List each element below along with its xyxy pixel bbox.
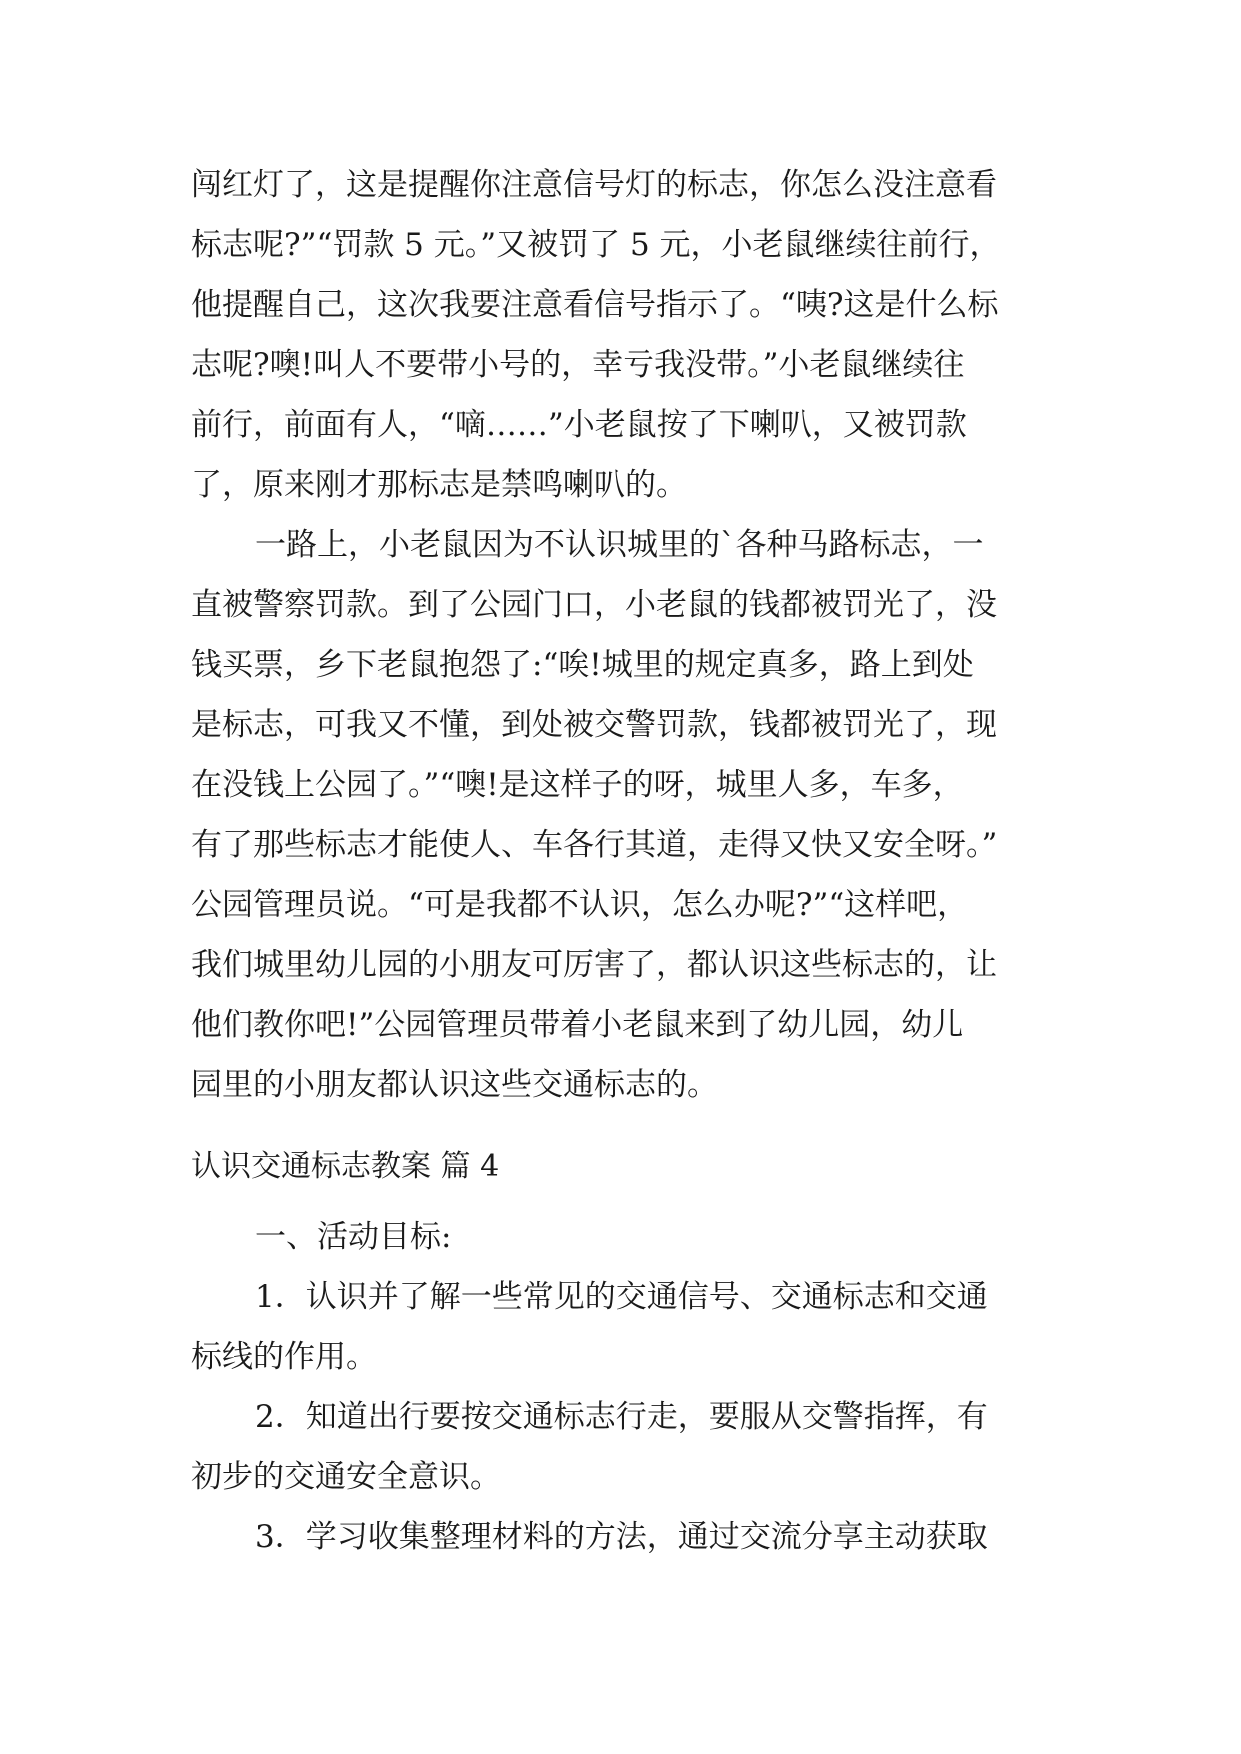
- text-line: 公园管理员说。“可是我都不认识，怎么办呢?”“这样吧，: [191, 887, 969, 923]
- text-line: 3．学习收集整理材料的方法，通过交流分享主动获取: [255, 1519, 988, 1555]
- text-line: 志呢?噢!叫人不要带小号的，幸亏我没带。”小老鼠继续往: [191, 347, 965, 383]
- text-line: 前行，前面有人，“嘀……”小老鼠按了下喇叭，又被罚款: [191, 407, 967, 443]
- text-line: 他们教你吧!”公园管理员带着小老鼠来到了幼儿园，幼儿: [191, 1007, 964, 1043]
- text-line: 园里的小朋友都认识这些交通标志的。: [191, 1067, 718, 1103]
- text-line: 是标志，可我又不懂，到处被交警罚款，钱都被罚光了，现: [191, 707, 997, 743]
- text-line: 了，原来刚才那标志是禁鸣喇叭的。: [191, 467, 687, 503]
- text-line: 初步的交通安全意识。: [191, 1459, 501, 1495]
- text-line: 标志呢?”“罚款 5 元。”又被罚了 5 元，小老鼠继续往前行，: [191, 227, 1001, 263]
- text-line: 直被警察罚款。到了公园门口，小老鼠的钱都被罚光了，没: [191, 587, 997, 623]
- section-heading: 认识交通标志教案 篇 4: [191, 1149, 500, 1184]
- text-line: 1．认识并了解一些常见的交通信号、交通标志和交通: [255, 1279, 988, 1315]
- text-line: 有了那些标志才能使人、车各行其道，走得又快又安全呀。”: [191, 827, 998, 863]
- text-line: 闯红灯了，这是提醒你注意信号灯的标志，你怎么没注意看: [191, 167, 997, 203]
- text-line: 2．知道出行要按交通标志行走，要服从交警指挥，有: [255, 1399, 988, 1435]
- text-line: 我们城里幼儿园的小朋友可厉害了，都认识这些标志的，让: [191, 947, 997, 983]
- lesson-plan-section: [191, 1137, 1051, 1567]
- text-line: 一、活动目标:: [255, 1219, 452, 1255]
- story-text: [191, 155, 1051, 1115]
- text-line: 一路上，小老鼠因为不认识城里的`各种马路标志，一: [255, 527, 984, 563]
- text-line: 标线的作用。: [191, 1339, 377, 1375]
- text-line: 钱买票，乡下老鼠抱怨了:“唉!城里的规定真多，路上到处: [191, 647, 974, 683]
- text-line: 在没钱上公园了。”“噢!是这样子的呀，城里人多，车多，: [191, 767, 964, 803]
- text-line: 他提醒自己，这次我要注意看信号指示了。“咦?这是什么标: [191, 287, 999, 323]
